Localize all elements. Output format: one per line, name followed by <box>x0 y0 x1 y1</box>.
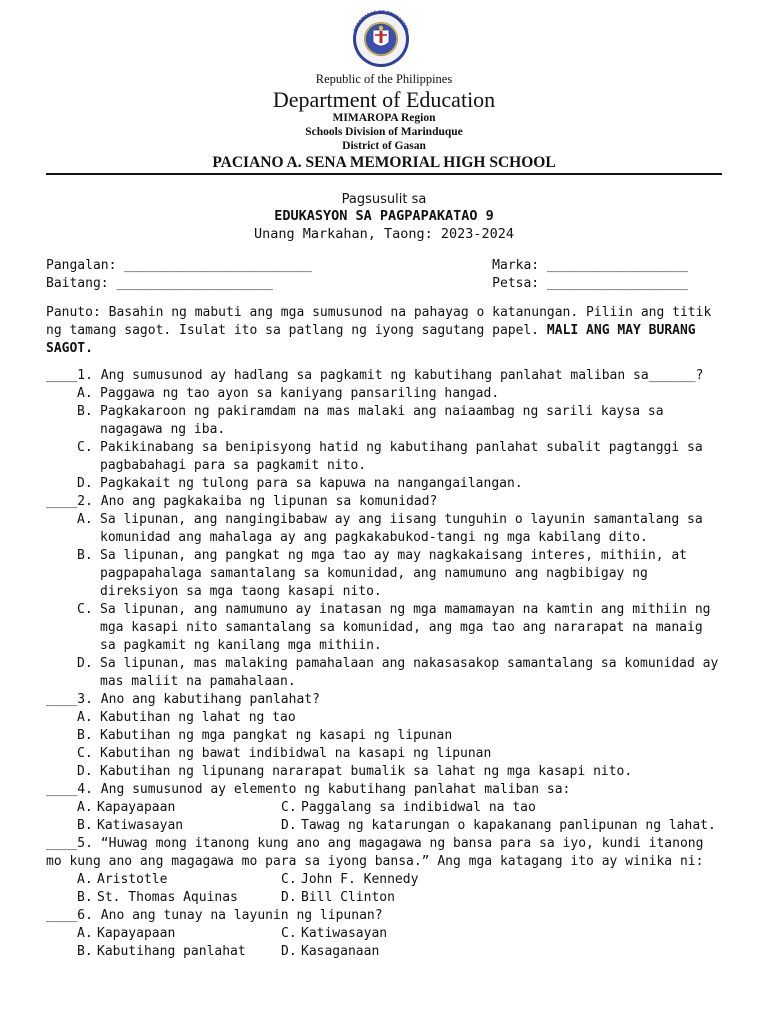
option-text: Paggalang sa indibidwal na tao <box>301 800 536 815</box>
option-letter: C. <box>281 926 297 941</box>
fields-right <box>492 257 722 293</box>
option-text: Sa lipunan, mas malaking pamahalaan ang nakasasakop samantalang sa komunidad ay mas maliit na pamahalaan. <box>100 656 719 689</box>
pangalan-field: Pangalan: ________________________ <box>46 258 313 273</box>
option <box>281 889 395 907</box>
question-2-option <box>46 655 722 691</box>
district-line: District of Gasan <box>342 140 426 152</box>
petsa-field: Petsa: __________________ <box>492 276 688 291</box>
option-letter: C. <box>77 440 93 455</box>
option-letter: A. <box>77 710 93 725</box>
question-list <box>46 367 722 961</box>
header-divider <box>46 173 722 175</box>
option-text: Sa lipunan, ang nangingibabaw ay ang iisang tunguhin o layunin samantalang sa komunidad ang mahalaga ay ang pagkakabukod-tangi ng mga kabilang dito. <box>100 512 703 545</box>
option-text: Kabutihan ng lahat ng tao <box>100 710 296 725</box>
option-text: Paggawa ng tao ayon sa kaniyang pansariling hangad. <box>100 386 500 401</box>
option-letter: B. <box>77 818 93 833</box>
option-text: Sa lipunan, ang pangkat ng mga tao ay may nagkakaisang interes, mithiin, at pagpapahalaga samantalang sa komunidad, ang namumuno ang nagbibigay ng direksiyon sa mga taong kasapi nito. <box>100 548 687 599</box>
option-letter: C. <box>281 800 297 815</box>
deped-seal-logo <box>341 10 421 68</box>
question-3-option <box>46 709 722 727</box>
subject-title: EDUKASYON SA PAGPAPAKATAO 9 <box>274 208 494 224</box>
option-letter: A. <box>77 512 93 527</box>
question-3-option <box>46 727 722 745</box>
option <box>281 943 379 961</box>
option-letter: D. <box>77 476 93 491</box>
option-letter: C. <box>281 872 297 887</box>
option-letter: A. <box>77 386 93 401</box>
option-letter: A. <box>77 872 93 887</box>
option-letter: B. <box>77 728 93 743</box>
question-2-stem: ____2. Ano ang pagkakaiba ng lipunan sa komunidad? <box>46 494 438 509</box>
option-text: Kasaganaan <box>301 944 380 959</box>
option <box>281 925 387 943</box>
question-1-option <box>46 439 722 475</box>
question-4-stem: ____4. Ang sumusunod ay elemento ng kabutihang panlahat maliban sa: <box>46 782 571 797</box>
option <box>77 817 281 835</box>
baitang-field: Baitang: ____________________ <box>46 276 273 291</box>
region-line: MIMAROPA Region <box>332 112 436 124</box>
option <box>77 889 281 907</box>
option-letter: A. <box>77 926 93 941</box>
option-text: Katiwasayan <box>97 818 184 833</box>
exam-body <box>46 257 722 961</box>
svg-text:KAGAWARAN NG EDUKASYON: KAGAWARAN NG EDUKASYON <box>352 10 410 33</box>
question-5-option-row <box>46 889 722 907</box>
question-2-option <box>46 547 722 601</box>
question-2-option <box>46 601 722 655</box>
option-text: Kabutihan ng lipunang nararapat bumalik sa lahat ng mga kasapi nito. <box>100 764 633 779</box>
option-text: Pakikinabang sa benipisyong hatid ng kabutihang panlahat subalit pagtanggi sa pagbabahagi para sa pagkamit nito. <box>100 440 703 473</box>
option-text: Kabutihan ng mga pangkat ng kasapi ng lipunan <box>100 728 453 743</box>
option <box>77 943 281 961</box>
question-4-option-row <box>46 817 722 835</box>
instructions <box>46 304 722 358</box>
svg-text:REPUBLIKA NG PILIPINAS: REPUBLIKA NG PILIPINAS <box>363 57 399 68</box>
option-text: Kabutihan ng bawat indibidwal na kasapi ng lipunan <box>100 746 492 761</box>
option-text: Bill Clinton <box>301 890 395 905</box>
question-1-stem: ____1. Ang sumusunod ay hadlang sa pagkamit ng kabutihang panlahat maliban sa______? <box>46 368 704 383</box>
exam-label: Pagsusulit sa <box>341 192 427 207</box>
instructions-text: Panuto: Basahin ng mabuti ang mga sumusunod na pahayag o katanungan. Piliin ang titik ng tamang sagot. Isulat ito sa patlang ng iyong sagutang papel. <box>46 305 712 338</box>
option-text: Katiwasayan <box>301 926 388 941</box>
republic-line: Republic of the Philippines <box>315 72 453 86</box>
option <box>77 799 281 817</box>
option <box>281 817 716 835</box>
option-letter: D. <box>77 764 93 779</box>
option-text: Pagkakait ng tulong para sa kapuwa na nangangailangan. <box>100 476 523 491</box>
question-2-option <box>46 511 722 547</box>
school-name: PACIANO A. SENA MEMORIAL HIGH SCHOOL <box>212 154 556 171</box>
option-letter: B. <box>77 404 93 419</box>
option-letter: B. <box>77 548 93 563</box>
marka-field: Marka: __________________ <box>492 258 688 273</box>
question-6-option-row <box>46 943 722 961</box>
option <box>77 925 281 943</box>
department-title: Department of Education <box>272 87 496 112</box>
term-line: Unang Markahan, Taong: 2023-2024 <box>253 226 515 242</box>
option-letter: B. <box>77 890 93 905</box>
option-letter: D. <box>281 818 297 833</box>
question-5-option-row <box>46 871 722 889</box>
question-3-option <box>46 763 722 781</box>
option-letter: A. <box>77 800 93 815</box>
option-text: Sa lipunan, ang namumuno ay inatasan ng mga mamamayan na kamtin ang mithiin ng mga kasapi nito samantalang sa komunidad, ang mga tao ang nararapat na manaig sa pagkamit ng kanilang mga mithiin. <box>100 602 711 653</box>
option-letter: D. <box>281 890 297 905</box>
question-1-option <box>46 403 722 439</box>
question-1-option <box>46 385 722 403</box>
option-text: Aristotle <box>97 872 168 887</box>
option-text: Kapayapaan <box>97 926 176 941</box>
option-letter: D. <box>77 656 93 671</box>
option <box>281 799 536 817</box>
option-text: John F. Kennedy <box>301 872 419 887</box>
question-6-stem: ____6. Ano ang tunay na layunin ng lipunan? <box>46 908 383 923</box>
option <box>281 871 418 889</box>
option-text: St. Thomas Aquinas <box>97 890 238 905</box>
option-letter: D. <box>281 944 297 959</box>
fields-left <box>46 257 357 293</box>
question-3-stem: ____3. Ano ang kabutihang panlahat? <box>46 692 320 707</box>
question-3-option <box>46 745 722 763</box>
student-fields <box>46 257 722 293</box>
option-text: Kapayapaan <box>97 800 176 815</box>
option-text: Pagkakaroon ng pakiramdam na mas malaki ang naiaambag ng sarili kaysa sa nagagawa ng iba. <box>100 404 664 437</box>
question-5-stem: ____5. “Huwag mong itanong kung ano ang magagawa ng bansa para sa iyo, kundi itanong mo kung ano ang magagawa mo para sa iyong bansa.” Ang mga katagang ito ay winika ni: <box>46 836 704 869</box>
question-4-option-row <box>46 799 722 817</box>
option-text: Tawag ng katarungan o kapakanang panlipunan ng lahat. <box>301 818 716 833</box>
option <box>77 871 281 889</box>
question-1-option <box>46 475 722 493</box>
option-letter: C. <box>77 746 93 761</box>
division-line: Schools Division of Marinduque <box>305 126 463 138</box>
instructions-warning: MALI ANG MAY BURANG SAGOT. <box>46 323 696 356</box>
option-letter: C. <box>77 602 93 617</box>
option-letter: B. <box>77 944 93 959</box>
option-text: Kabutihang panlahat <box>97 944 246 959</box>
question-6-option-row <box>46 925 722 943</box>
